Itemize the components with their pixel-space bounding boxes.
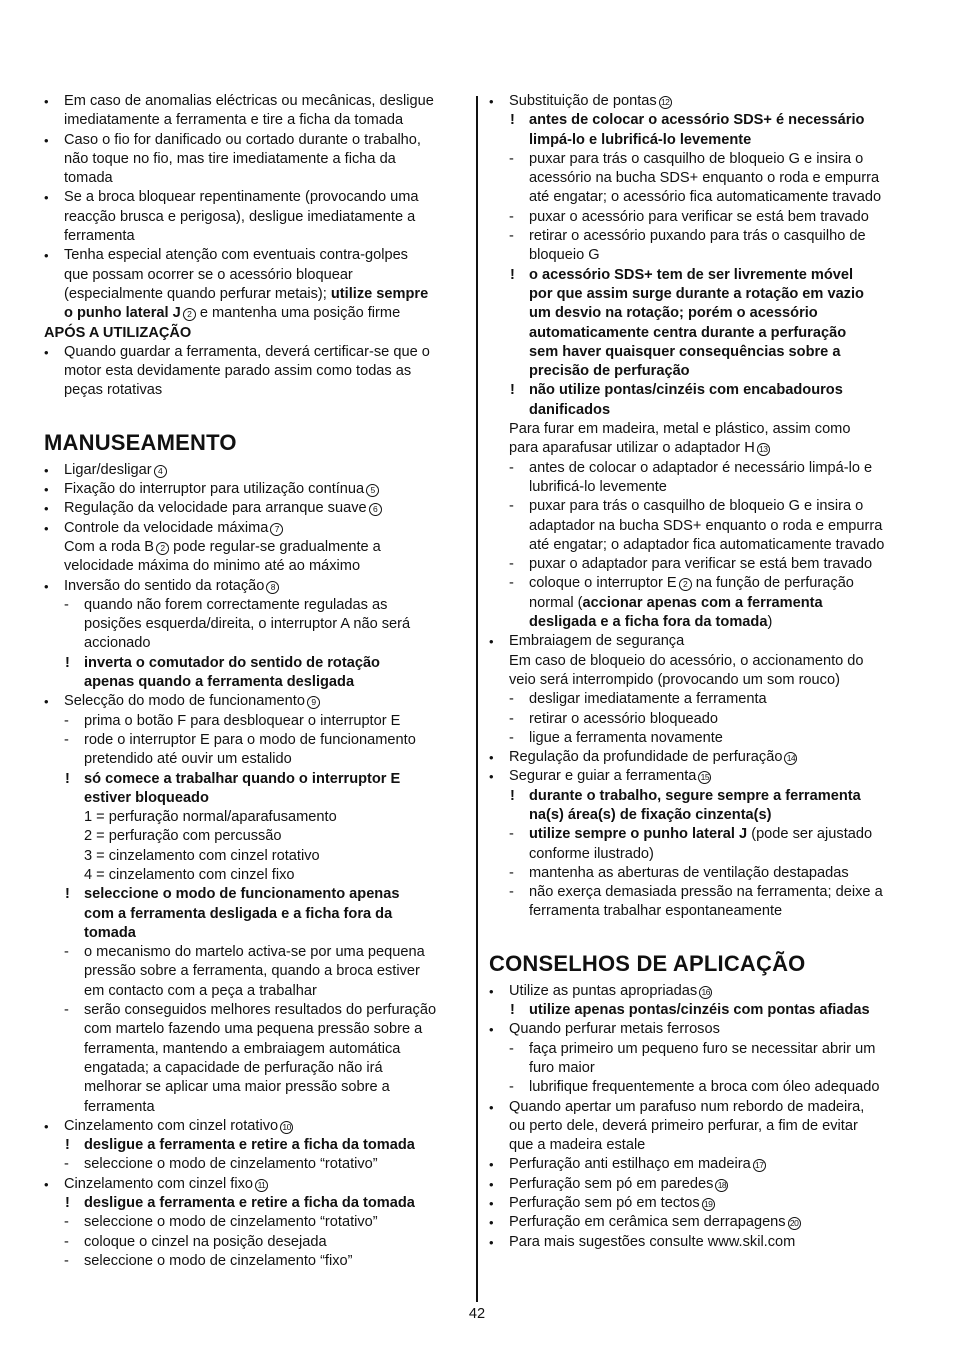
warning-marker: ! [510, 382, 515, 399]
text-run: Quando apertar um parafuso num rebordo de madeira, [509, 1098, 865, 1115]
text-run: pressão sobre a ferramenta, quando a broca estiver [84, 963, 420, 980]
bullet-item [489, 982, 913, 1001]
bullet-item [44, 519, 468, 577]
text-run: rode o interruptor E para o modo de funcionamento [84, 731, 416, 748]
bullet-marker: • [44, 344, 49, 360]
text-run: normal ( [529, 594, 583, 611]
bullet-item [44, 131, 468, 189]
bold-text: inverta o comutador do sentido de rotação [84, 654, 380, 671]
text-run: Caso o fio for danificado ou cortado durante o trabalho, [64, 131, 421, 148]
figure-number-badge: 12 [659, 96, 672, 109]
dash-marker: - [64, 731, 69, 748]
bold-text: limpá-lo e lubrificá-lo levemente [529, 131, 752, 148]
text-run: pretendido até ouvir um estalido [84, 751, 292, 768]
bullet-marker: • [44, 190, 49, 206]
text-run: e mantenha uma posição firme [195, 305, 401, 322]
warning-item [489, 266, 913, 382]
text-run: Perfuração anti estilhaço em madeira [509, 1156, 751, 1173]
text-run: Quando perfurar metais ferrosos [509, 1021, 720, 1038]
text-run: Com a roda B [64, 538, 155, 555]
text-run: desligar imediatamente a ferramenta [529, 691, 767, 708]
bold-text: desligue a ferramenta e retire a ficha da tomada [84, 1137, 415, 1154]
dash-item [489, 864, 913, 883]
text-run: pode regular-se gradualmente a [169, 538, 381, 555]
bullet-item [44, 1175, 468, 1194]
text-run: (pode ser ajustado [747, 826, 873, 843]
bold-text: utilize apenas pontas/cinzéis com pontas afiadas [529, 1002, 870, 1019]
text-run: imediatamente a ferramenta e tire a ficha da tomada [64, 112, 404, 129]
figure-number-badge: 5 [366, 484, 379, 497]
warning-item [489, 1001, 913, 1020]
text-run: Utilize as puntas apropriadas [509, 982, 698, 999]
bold-text: sem haver quaisquer consequências sobre a [529, 343, 841, 360]
bullet-item [489, 1194, 913, 1213]
dash-marker: - [509, 710, 514, 727]
dash-item [489, 555, 913, 574]
bullet-marker: • [489, 1099, 494, 1115]
text-run: bloqueio G [529, 247, 600, 264]
bold-text: apenas quando a ferramenta desligada [84, 674, 355, 691]
text-run: ferramenta [64, 228, 135, 245]
text-run: na função de perfuração [691, 575, 854, 592]
dash-item [489, 150, 913, 208]
text-run: o mecanismo do martelo activa-se por uma pequena [84, 944, 425, 961]
bullet-marker: • [44, 248, 49, 264]
dash-marker: - [509, 691, 514, 708]
dash-marker: - [509, 208, 514, 225]
bold-text: o acessório SDS+ tem de ser livremente móvel [529, 266, 854, 283]
bullet-marker: • [44, 501, 49, 517]
dash-item [489, 1078, 913, 1097]
bold-text: desligada e a ficha fora da tomada [529, 614, 768, 631]
warning-item [44, 654, 468, 693]
text-run: Embraiagem de segurança [509, 633, 685, 650]
text-run: ) [767, 614, 773, 631]
warning-marker: ! [65, 770, 70, 787]
bullet-marker: • [489, 1157, 494, 1173]
dash-item [44, 1233, 468, 1252]
dash-item [489, 574, 913, 632]
bold-text: seleccione o modo de funcionamento apenas [84, 886, 400, 903]
dash-marker: - [509, 729, 514, 746]
bullet-item [489, 92, 913, 111]
text-run: Controle da velocidade máxima [64, 519, 269, 536]
bullet-item [489, 1020, 913, 1039]
bullet-marker: • [44, 94, 49, 109]
dash-item [489, 883, 913, 922]
bold-text: com a ferramenta desligada e a ficha fora da [84, 905, 393, 922]
bold-text: accionar apenas com a ferramenta [582, 594, 823, 611]
text-run: veio será interrompido (provocando um som rouco) [509, 671, 840, 688]
figure-number-badge: 2 [183, 308, 196, 321]
bold-text: na(s) área(s) de fixação cinzenta(s) [529, 806, 772, 823]
dash-item [489, 825, 913, 864]
text-run: Substituição de pontas [509, 93, 657, 109]
dash-item [489, 690, 913, 709]
text-run: Selecção do modo de funcionamento [64, 693, 305, 710]
bullet-item [44, 480, 468, 499]
text-run: Tenha especial atenção com eventuais contra-golpes [64, 247, 408, 264]
figure-number-badge: 15 [698, 771, 711, 784]
warning-marker: ! [65, 654, 70, 671]
bullet-marker: • [489, 983, 494, 999]
text-run: Para mais sugestões consulte www.skil.com [509, 1233, 796, 1250]
text-run: puxar o acessório para verificar se está bem travado [529, 208, 869, 225]
bullet-marker: • [44, 1118, 49, 1134]
text-run: que possam ocorrer se o acessório bloquear [64, 266, 353, 283]
text-run: coloque o cinzel na posição desejada [84, 1233, 327, 1250]
dash-marker: - [509, 498, 514, 515]
text-run: faça primeiro um pequeno furo se necessitar abrir um [529, 1040, 876, 1057]
text-run: lubrifique frequentemente a broca com óleo adequado [529, 1079, 880, 1096]
warning-item [44, 885, 468, 943]
dash-marker: - [509, 575, 514, 592]
bold-text: precisão de perfuração [529, 363, 690, 380]
bold-text: um desvio na rotação; porém o acessório [529, 305, 818, 322]
text-run: ferramenta trabalhar espontaneamente [529, 903, 783, 920]
figure-number-badge: 2 [679, 578, 692, 591]
text-run: seleccione o modo de cinzelamento “rotativo” [84, 1214, 378, 1231]
dash-item [489, 227, 913, 266]
text-run: adaptador na bucha SDS+ enquanto o roda e empurra [529, 517, 883, 534]
dash-marker: - [64, 1214, 69, 1231]
text-run: prima o botão F para desbloquear o interruptor E [84, 712, 401, 729]
text-run: ferramenta [84, 1098, 155, 1115]
text-run: (especialmente quando perfurar metais); [64, 285, 331, 302]
figure-number-badge: 19 [702, 1198, 715, 1211]
text-run: em contacto com a peça a trabalhar [84, 982, 317, 999]
dash-item [44, 731, 468, 770]
text-run: engatada; a capacidade de perfuração não irá [84, 1059, 383, 1076]
bullet-item [44, 1117, 468, 1136]
text-run: Em caso de bloqueio do acessório, o accionamento do [509, 652, 864, 669]
text-run: reacção brusca e perigosa), desligue imediatamente a [64, 208, 416, 225]
text-run: tomada [64, 170, 113, 187]
column-divider [476, 96, 478, 1302]
bullet-item [44, 246, 468, 323]
bold-text: durante o trabalho, segure sempre a ferramenta [529, 787, 861, 804]
dash-item [44, 712, 468, 731]
warning-marker: ! [510, 787, 515, 804]
dash-item [489, 208, 913, 227]
text-run: não toque no fio, mas tire imediatamente a ficha da [64, 150, 396, 167]
dash-marker: - [64, 712, 69, 729]
warning-marker: ! [510, 1002, 515, 1019]
figure-number-badge: 8 [266, 581, 279, 594]
dash-item [44, 596, 468, 654]
text-run: 3 = cinzelamento com cinzel rotativo [84, 847, 320, 864]
bullet-item [44, 461, 468, 480]
figure-number-badge: 20 [788, 1217, 801, 1230]
figure-number-badge: 9 [307, 696, 320, 709]
bullet-marker: • [489, 1234, 494, 1250]
figure-number-badge: 18 [715, 1179, 728, 1192]
dash-item [489, 1040, 913, 1079]
bullet-item [44, 343, 468, 401]
text-run: posições esquerda/direita, o interruptor A não será [84, 616, 411, 633]
bold-text: por que assim surge durante a rotação em vazio [529, 285, 864, 302]
text-run: 2 = perfuração com percussão [84, 828, 282, 845]
text-run: peças rotativas [64, 382, 163, 399]
bold-text: estiver bloqueado [84, 789, 209, 806]
text-run: que a madeira estale [509, 1137, 646, 1154]
bullet-marker: • [44, 1176, 49, 1192]
bullet-item [489, 767, 913, 786]
text-run: Para furar em madeira, metal e plástico, assim como [509, 421, 851, 438]
section-heading: MANUSEAMENTO [44, 429, 237, 455]
figure-number-badge: 6 [369, 503, 382, 516]
text-run: Perfuração sem pó em tectos [509, 1195, 700, 1212]
text-run: puxar para trás o casquilho de bloqueio G e insira o [529, 498, 864, 515]
figure-number-badge: 13 [757, 443, 770, 456]
warning-item [44, 1194, 468, 1213]
bullet-item [489, 632, 913, 690]
bullet-item [489, 1155, 913, 1174]
text-run: seleccione o modo de cinzelamento “fixo” [84, 1252, 353, 1269]
bold-text: tomada [84, 924, 136, 941]
bullet-marker: • [44, 462, 49, 478]
text-run: 4 = cinzelamento com cinzel fixo [84, 866, 295, 883]
figure-number-badge: 7 [270, 523, 283, 536]
dash-marker: - [509, 1079, 514, 1096]
bullet-item [489, 1233, 913, 1252]
text-run: motor esta devidamente parado assim como todas as [64, 363, 412, 380]
dash-marker: - [509, 556, 514, 573]
text-run: melhorar se aplicar uma maior pressão sobre a [84, 1079, 390, 1096]
dash-marker: - [64, 1252, 69, 1269]
bullet-marker: • [44, 694, 49, 710]
dash-item [44, 1252, 468, 1271]
text-run: furo maior [529, 1059, 595, 1076]
bold-text: automaticamente centra durante a perfuração [529, 324, 847, 341]
text-run: velocidade máxima do minimo até ao máximo [64, 558, 361, 575]
bold-text: só comece a trabalhar quando o interruptor E [84, 770, 401, 787]
text-run: Regulação da velocidade para arranque suave [64, 500, 367, 517]
text-run: até engatar; o adaptador fica automaticamente travado [529, 536, 885, 553]
dash-marker: - [509, 826, 514, 843]
dash-marker: - [509, 459, 514, 476]
bullet-item [489, 1213, 913, 1232]
text-run: quando não forem correctamente reguladas as [84, 596, 388, 613]
figure-number-badge: 17 [753, 1159, 766, 1172]
text-run: não exerça demasiada pressão na ferramenta; deixe a [529, 884, 883, 901]
dash-item [489, 459, 913, 498]
bold-text: APÓS A UTILIZAÇÃO [44, 324, 192, 341]
bullet-marker: • [44, 520, 49, 536]
dash-item [44, 1155, 468, 1174]
dash-marker: - [509, 864, 514, 881]
bullet-marker: • [489, 634, 494, 650]
text-run: conforme ilustrado) [529, 845, 654, 862]
text-run: Cinzelamento com cinzel rotativo [64, 1117, 279, 1134]
bold-text: o punho lateral J [64, 305, 181, 322]
bullet-item [44, 499, 468, 518]
figure-number-badge: 10 [280, 1121, 293, 1134]
dash-marker: - [509, 884, 514, 901]
dash-marker: - [64, 944, 69, 961]
bullet-marker: • [489, 94, 494, 109]
bullet-item [44, 692, 468, 711]
text-run: serão conseguidos melhores resultados do perfuração [84, 1002, 437, 1019]
dash-item [489, 497, 913, 555]
dash-marker: - [64, 596, 69, 613]
text-run: Ligar/desligar [64, 461, 152, 478]
text-run: Segurar e guiar a ferramenta [509, 768, 697, 785]
dash-marker: - [64, 1233, 69, 1250]
text-run: puxar para trás o casquilho de bloqueio G e insira o [529, 150, 864, 167]
text-run: lubrificá-lo levemente [529, 478, 667, 495]
warning-marker: ! [65, 886, 70, 903]
bullet-marker: • [489, 1196, 494, 1212]
bullet-item [44, 92, 468, 131]
text-run: accionado [84, 635, 151, 652]
bullet-marker: • [489, 1022, 494, 1038]
paragraph [489, 420, 913, 459]
figure-number-badge: 16 [699, 986, 712, 999]
dash-marker: - [509, 150, 514, 167]
dash-item [489, 729, 913, 748]
dash-marker: - [509, 1040, 514, 1057]
warning-marker: ! [65, 1137, 70, 1154]
text-run: Cinzelamento com cinzel fixo [64, 1175, 253, 1192]
bullet-marker: • [489, 769, 494, 785]
bullet-item [44, 577, 468, 596]
figure-number-badge: 4 [154, 465, 167, 478]
bullet-marker: • [489, 1215, 494, 1231]
dash-item [44, 943, 468, 1001]
bullet-item [489, 1098, 913, 1156]
text-run: Inversão do sentido da rotação [64, 577, 265, 594]
text-run: Em caso de anomalias eléctricas ou mecânicas, desligue [64, 93, 434, 109]
dash-marker: - [64, 1002, 69, 1019]
bullet-item [489, 1175, 913, 1194]
warning-marker: ! [65, 1195, 70, 1212]
text-run: Perfuração sem pó em paredes [509, 1175, 714, 1192]
warning-item [489, 787, 913, 826]
text-run: retirar o acessório bloqueado [529, 710, 719, 727]
bold-text: utilize sempre [330, 285, 429, 302]
text-run: Se a broca bloquear repentinamente (provocando uma [64, 189, 419, 206]
dash-marker: - [64, 1156, 69, 1173]
indented-list [44, 808, 468, 885]
left-column [44, 92, 468, 1271]
text-run: 1 = perfuração normal/aparafusamento [84, 809, 337, 826]
text-run: retirar o acessório puxando para trás o casquilho de [529, 228, 866, 245]
text-run: acessório na bucha SDS+ enquanto o roda e empurra [529, 170, 880, 187]
text-run: Perfuração em cerâmica sem derrapagens [509, 1214, 786, 1231]
figure-number-badge: 14 [784, 752, 797, 765]
text-run: seleccione o modo de cinzelamento “rotativo” [84, 1156, 378, 1173]
dash-marker: - [509, 228, 514, 245]
text-run: antes de colocar o adaptador é necessário limpá-lo e [529, 459, 873, 476]
bullet-marker: • [44, 578, 49, 594]
warning-marker: ! [510, 266, 515, 283]
warning-marker: ! [510, 112, 515, 129]
bullet-marker: • [489, 1176, 494, 1192]
text-run: até engatar; o acessório fica automaticamente travado [529, 189, 882, 206]
warning-item [44, 770, 468, 809]
warning-item [44, 1136, 468, 1155]
text-run: mantenha as aberturas de ventilação destapadas [529, 864, 849, 881]
bold-text: danificados [529, 401, 611, 418]
section-heading: CONSELHOS DE APLICAÇÃO [489, 950, 806, 976]
bullet-marker: • [44, 132, 49, 148]
text-run: Quando guardar a ferramenta, deverá certificar-se que o [64, 343, 430, 360]
bullet-item [44, 188, 468, 246]
bold-text: desligue a ferramenta e retire a ficha da tomada [84, 1195, 415, 1212]
text-run: Regulação da profundidade de perfuração [509, 749, 783, 766]
text-run: coloque o interruptor E [529, 575, 677, 592]
dash-item [44, 1213, 468, 1232]
figure-number-badge: 2 [156, 542, 169, 555]
page-number: 42 [468, 1306, 486, 1322]
bold-text: antes de colocar o acessório SDS+ é necessário [529, 112, 865, 129]
text-run: Fixação do interruptor para utilização contínua [64, 481, 365, 498]
dash-item [44, 1001, 468, 1117]
text-run: ou perto dele, deverá primeiro perfurar, a fim de evitar [509, 1117, 858, 1134]
bold-text: utilize sempre o punho lateral J [529, 826, 748, 843]
bold-text: não utilize pontas/cinzéis com encabadouros [529, 382, 843, 399]
warning-item [489, 111, 913, 150]
text-run: para aparafusar utilizar o adaptador H [509, 440, 755, 457]
text-run: ferramenta, mantendo a embraiagem automática [84, 1040, 401, 1057]
subheading [44, 324, 468, 343]
text-run: com martelo fazendo uma pequena pressão sobre a [84, 1021, 423, 1038]
bullet-item [489, 748, 913, 767]
text-run: puxar o adaptador para verificar se está bem travado [529, 556, 873, 573]
figure-number-badge: 11 [255, 1179, 268, 1192]
warning-item [489, 381, 913, 420]
bullet-marker: • [489, 750, 494, 766]
right-column [489, 92, 913, 1252]
text-run: ligue a ferramenta novamente [529, 729, 723, 746]
dash-item [489, 710, 913, 729]
bullet-marker: • [44, 482, 49, 498]
